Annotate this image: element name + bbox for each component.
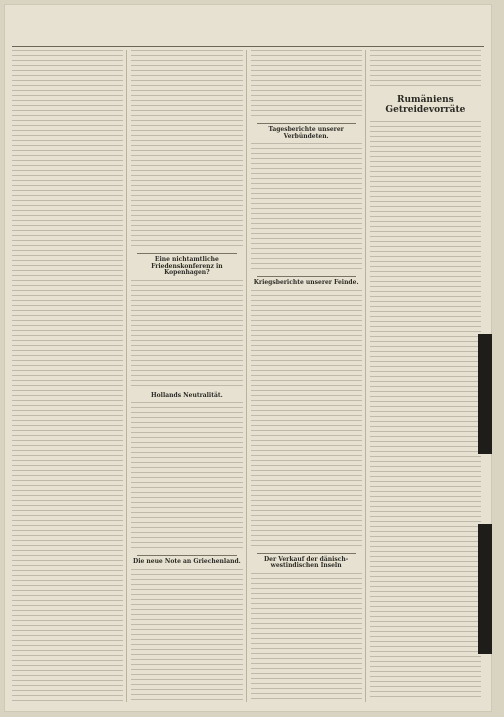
divider <box>257 553 356 554</box>
headline: Tagesberichte unserer Verbündeten. <box>268 126 344 140</box>
headline: Die neue Note an Griechenland. <box>133 558 241 566</box>
divider <box>137 555 236 556</box>
article-columns <box>12 50 484 702</box>
text-block <box>370 121 481 701</box>
divider <box>257 276 356 277</box>
column-2 <box>131 50 246 702</box>
divider <box>257 123 356 124</box>
text-block <box>131 402 242 552</box>
text-block <box>131 569 242 702</box>
text-block <box>251 290 362 550</box>
column-3 <box>251 50 366 702</box>
headline: Eine nichtamtliche Friedenskonferenz in Kopenhagen? <box>151 256 223 277</box>
divider <box>137 253 236 254</box>
text-block <box>131 280 242 390</box>
headline: Der Verkauf der dänisch-westindischen Inseln <box>263 555 349 570</box>
text-block <box>370 50 481 90</box>
page-edge-strip <box>478 524 492 654</box>
text-block <box>12 50 123 702</box>
headline: Kriegsberichte unserer Feinde. <box>253 279 359 287</box>
headline: Hollands Neutralität. <box>151 391 223 399</box>
page-header <box>12 34 484 47</box>
text-block <box>251 143 362 273</box>
text-block <box>131 50 242 250</box>
headline: Rumäniens Getreidevorräte <box>385 95 466 115</box>
text-block <box>251 50 362 120</box>
text-block <box>251 573 362 702</box>
newspaper-page <box>4 4 492 712</box>
page-edge-strip <box>478 334 492 454</box>
column-1 <box>12 50 127 702</box>
column-4 <box>370 50 484 702</box>
